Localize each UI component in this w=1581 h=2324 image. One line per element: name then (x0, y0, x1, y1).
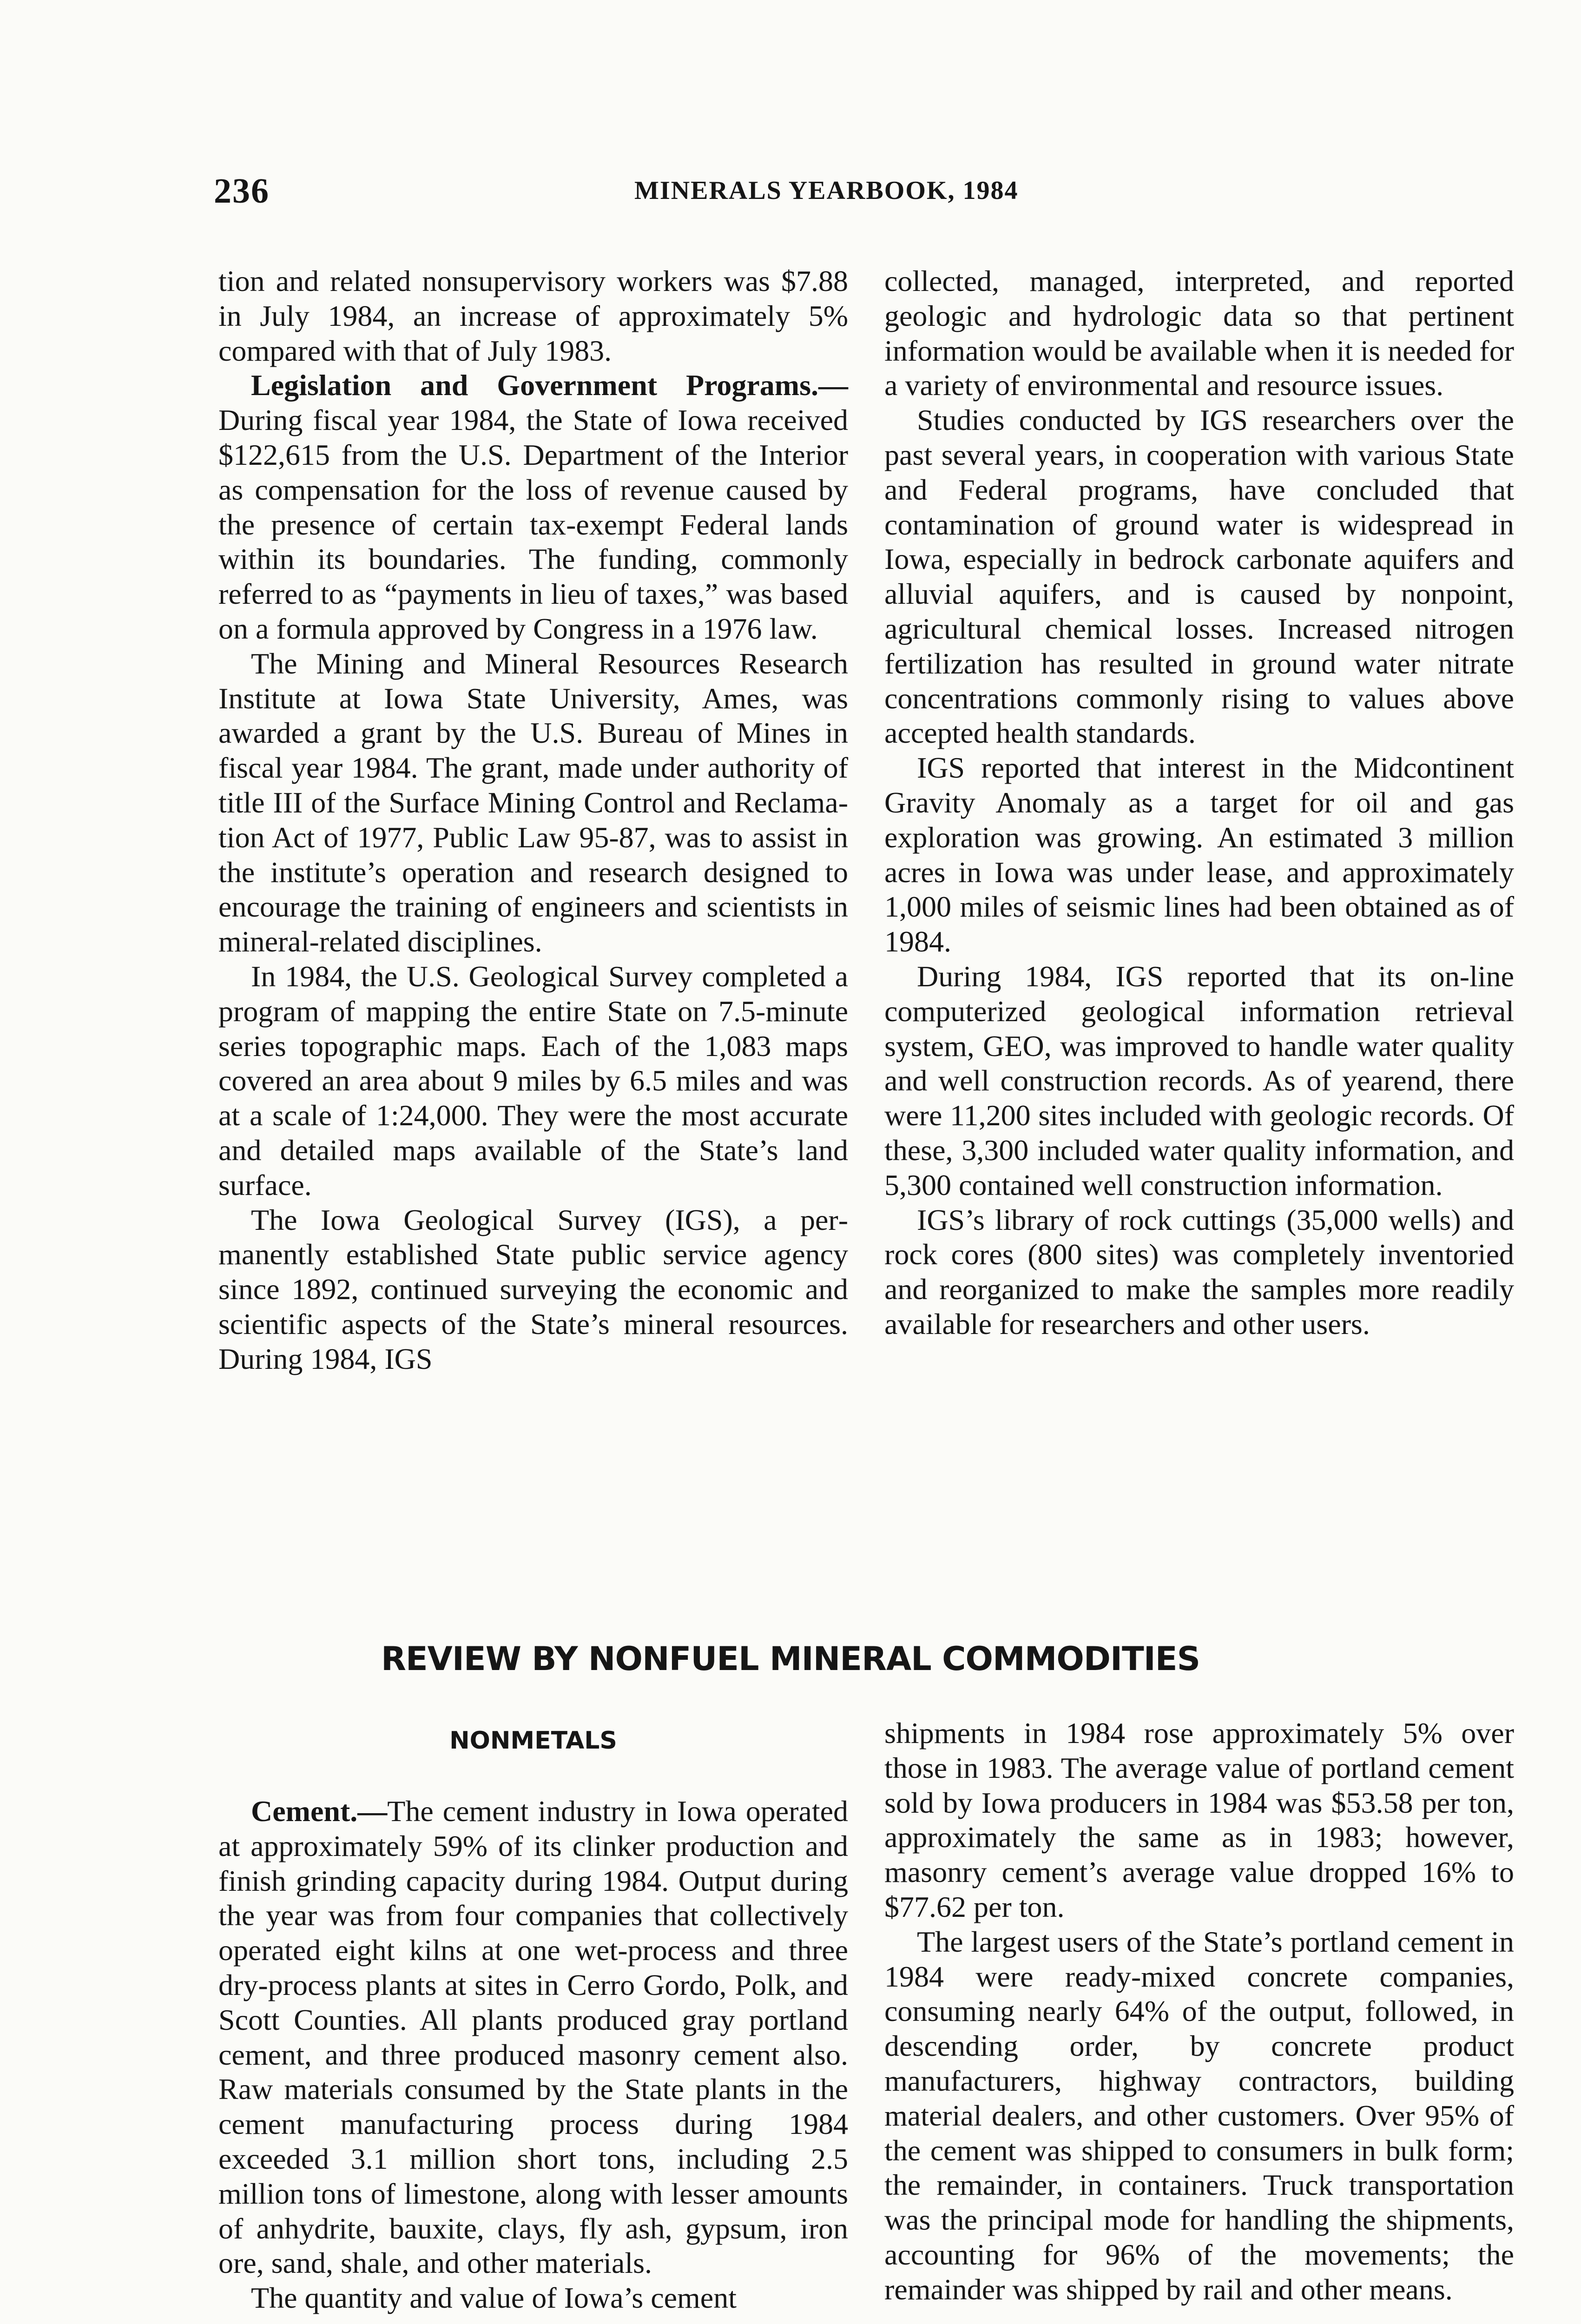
page-number: 236 (214, 172, 270, 211)
paragraph: The Mining and Mineral Resources Research Institute at Iowa State University, Ames, was awarded a grant by the U.S. Bureau of Mines in fiscal year 1984. The grant, made under authority of title III of the Surface Mining Control and Reclamation Act of 1977, Public Law 95-87, was to assist in the institute’s operation and research designed to encourage the training of engineers and scientists in mineral-related disciplines. (218, 647, 848, 958)
paragraph: shipments in 1984 rose approximately 5% over those in 1983. The average value of portland cement sold by Iowa producers in 1984 was $53.58 per ton, approximately the same as in 1983; however, masonry cement’s average value dropped 16% to $77.62 per ton. (884, 1717, 1514, 1923)
paragraph: IGS’s library of rock cuttings (35,000 wells) and rock cores (800 sites) was completely inventoried and reorganized to make the samples more readily available for researchers and other users. (884, 1203, 1514, 1340)
paragraph: The largest users of the State’s portland cement in 1984 were ready-mixed concrete companies, consuming nearly 64% of the output, followed, in descending order, by concrete product manufacturers, highway contractors, building material dealers, and other customers. Over 95% of the cement was shipped to consumers in bulk form; the remainder, in containers. Truck transportation was the principal mode for handling the shipments, accounting for 96% of the movements; the remainder was shipped by rail and other means. (884, 1925, 1514, 2306)
paragraph: IGS reported that interest in the Midcontinent Gravity Anomaly as a target for oil and gas exploration was growing. An estimated 3 million acres in Iowa was under lease, and approximately 1,000 miles of seismic lines had been obtained as of 1984. (884, 751, 1514, 958)
paragraph: collected, managed, interpreted, and reported geologic and hydrologic data so that pertinent information would be available when it is needed for a variety of environmental and resource issues. (884, 264, 1514, 402)
paragraph: During 1984, IGS reported that its on-line computerized geological information retrieval system, GEO, was improved to handle water quality and well construction records. As of yearend, there were 11,200 sites included with geologic records. Of these, 3,300 included water quality information, and 5,300 contained well construction information. (884, 959, 1514, 1202)
run-in-heading: Legislation and Government Programs.— (251, 369, 848, 402)
top-right-column (884, 264, 1514, 1342)
paragraph-body: During fiscal year 1984, the State of Iowa received $122,615 from the U.S. Department of the Interior as compensation for the loss of revenue caused by the presence of certain tax-exempt Federal lands within its boundaries. The funding, commonly referred to as “payments in lieu of taxes,” was based on a formula approved by Congress in a 1976 law. (218, 403, 848, 645)
paragraph (218, 1794, 848, 2281)
section-title: REVIEW BY NONFUEL MINERAL COMMODITIES (381, 1640, 1200, 1678)
top-left-column (218, 264, 848, 1377)
subsection-title: NONMETALS (449, 1727, 617, 1755)
paragraph: tion and related nonsupervisory workers was $7.88 in July 1984, an increase of approximately 5% compared with that of July 1983. (218, 264, 848, 367)
running-title: MINERALS YEARBOOK, 1984 (634, 176, 1019, 205)
paragraph: The quantity and value of Iowa’s cement (251, 2281, 737, 2315)
run-in-heading: Cement.— (251, 1795, 388, 1828)
bottom-right-column (884, 1716, 1514, 2307)
paragraph: The Iowa Geological Survey (IGS), a permanently established State public service agency since 1892, continued surveying the economic and scientific aspects of the State’s mineral resources. During 1984, IGS (218, 1203, 848, 1375)
bottom-left-column (218, 1794, 848, 2316)
paragraph: In 1984, the U.S. Geological Survey completed a program of mapping the entire State on 7.5-minute series topographic maps. Each of the 1,083 maps covered an area about 9 miles by 6.5 miles and was at a scale of 1:24,000. They were the most accurate and detailed maps available of the State’s land surface. (218, 959, 848, 1202)
paragraph (218, 368, 848, 646)
paragraph: Studies conducted by IGS researchers over the past several years, in cooperation with various State and Federal programs, have concluded that contamination of ground water is widespread in Iowa, especially in bedrock carbonate aquifers and alluvial aquifers, and is caused by nonpoint, agricultural chemical losses. Increased nitrogen fertilization has resulted in ground water nitrate concentrations commonly rising to values above accepted health standards. (884, 403, 1514, 750)
paragraph-body: The cement industry in Iowa operated at approximately 59% of its clinker production and finish grinding capacity during 1984. Output during the year was from four companies that collectively operated eight kilns at one wet-process and three dry-process plants at sites in Cerro Gordo, Polk, and Scott Counties. All plants produced gray portland cement, and three produced masonry cement also. Raw materials consumed by the State plants in the cement manufacturing process during 1984 exceeded 3.1 million short tons, including 2.5 million tons of limestone, along with lesser amounts of anhydrite, bauxite, clays, fly ash, gypsum, iron ore, sand, shale, and other materials. (218, 1795, 848, 2280)
page-header (214, 171, 1097, 222)
